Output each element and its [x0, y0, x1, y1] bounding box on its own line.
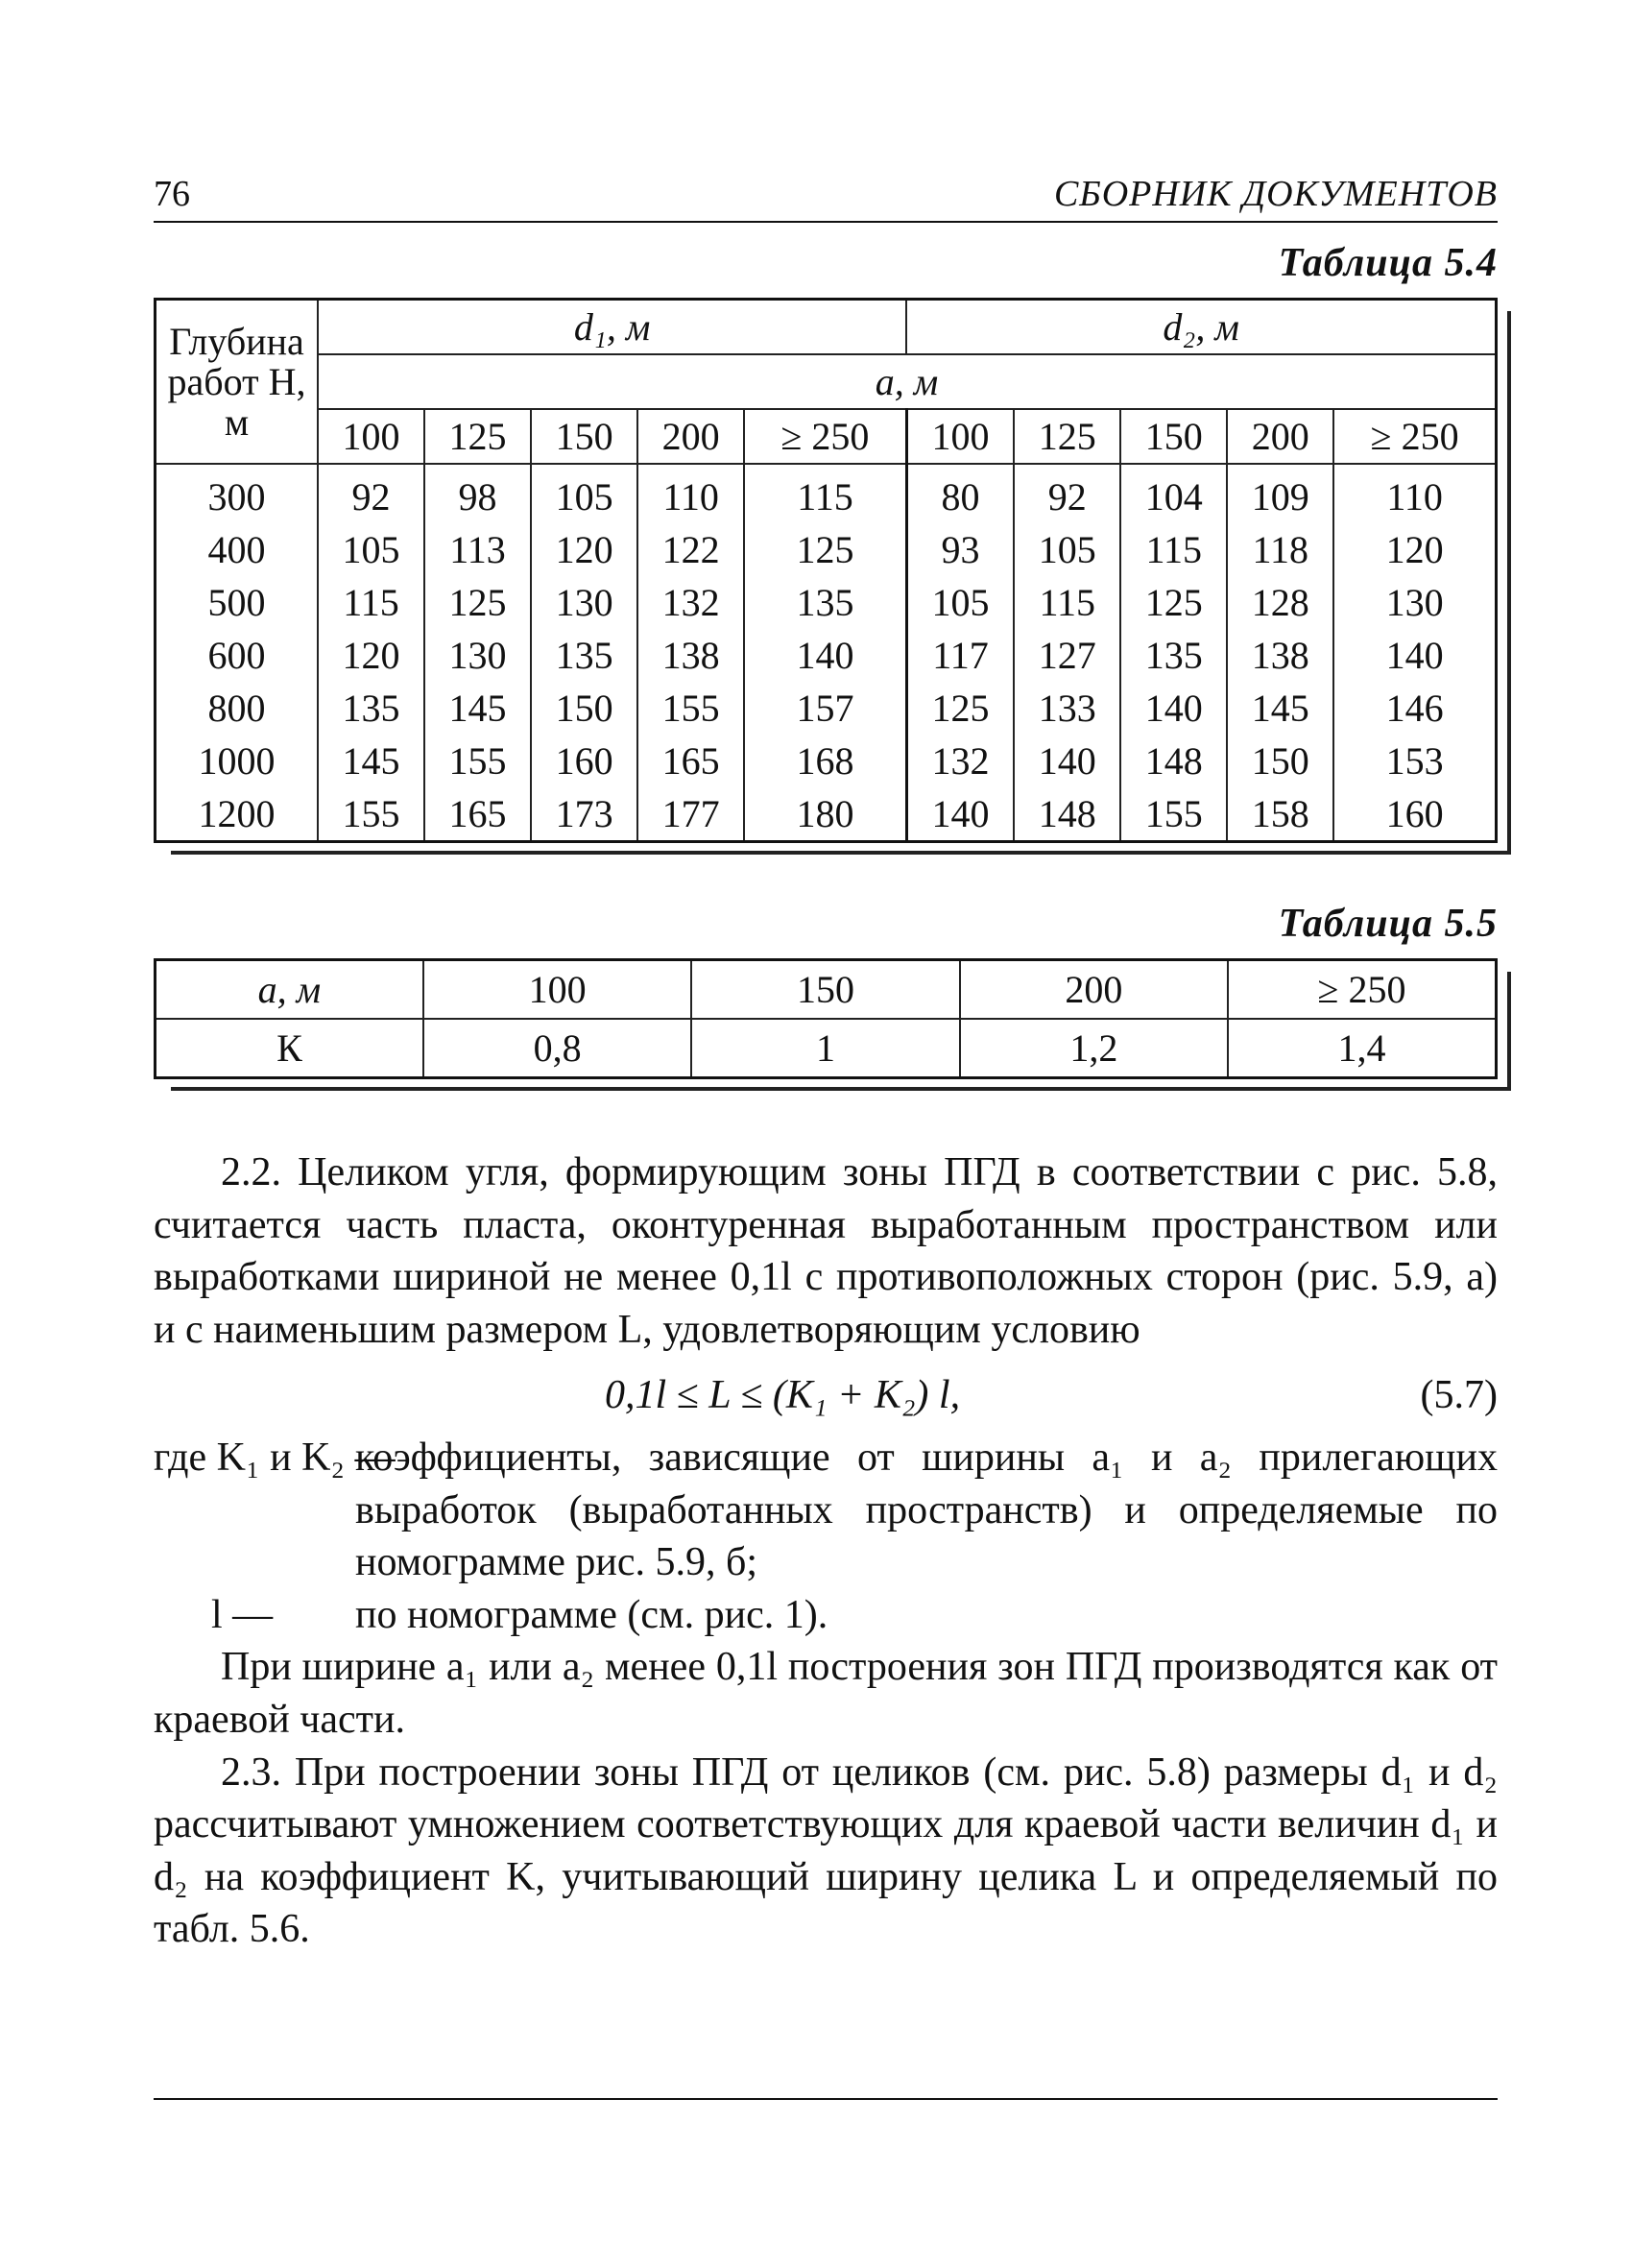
a-header: a, м — [318, 354, 1497, 409]
depth-header: Глубина работ H, м — [156, 300, 319, 465]
depth-cell: 1000 — [156, 735, 319, 787]
table-5-4-caption: Таблица 5.4 — [1278, 241, 1498, 285]
a-value-header: 100 — [906, 409, 1014, 464]
value-cell: 1,2 — [960, 1019, 1228, 1078]
value-cell: 115 — [1014, 576, 1120, 629]
value-cell: 105 — [531, 464, 637, 523]
value-cell: 133 — [1014, 682, 1120, 735]
value-cell: 105 — [906, 576, 1014, 629]
value-cell: 125 — [744, 523, 906, 576]
value-cell: 93 — [906, 523, 1014, 576]
a-value-header: ≥ 250 — [744, 409, 906, 464]
value-cell: 92 — [318, 464, 424, 523]
page-number: 76 — [154, 174, 190, 214]
table-5-4-frame — [154, 298, 1498, 843]
value-cell: 155 — [637, 682, 744, 735]
where-l-label: l — — [211, 1592, 274, 1637]
value-cell: 146 — [1333, 682, 1496, 735]
value-cell: 177 — [637, 787, 744, 842]
value-cell: 135 — [531, 629, 637, 682]
value-cell: 104 — [1120, 464, 1227, 523]
table-row — [156, 1019, 1497, 1078]
value-cell: 125 — [1120, 576, 1227, 629]
value-cell: 150 — [531, 682, 637, 735]
where-block — [154, 1432, 1498, 1641]
depth-cell: 300 — [156, 464, 319, 523]
value-cell: 173 — [531, 787, 637, 842]
value-cell: 0,8 — [423, 1019, 691, 1078]
value-cell: 160 — [1333, 787, 1496, 842]
value-cell: 127 — [1014, 629, 1120, 682]
depth-cell: 600 — [156, 629, 319, 682]
value-cell: 132 — [637, 576, 744, 629]
where-k-label: где K₁ и K₂ — — [154, 1435, 396, 1480]
value-cell: 158 — [1227, 787, 1333, 842]
where-k-definition: коэффициенты, зависящие от ширины a₁ и a₂ прилегающих выработок (выработанных пространств) и определяемые по номограмме рис. 5.9, б; — [355, 1435, 1498, 1585]
value-cell: 138 — [637, 629, 744, 682]
value-cell: 1 — [691, 1019, 959, 1078]
page — [154, 173, 1498, 1956]
value-cell: 132 — [906, 735, 1014, 787]
a-value-header: ≥ 250 — [1333, 409, 1496, 464]
table-row — [156, 576, 1497, 629]
value-cell: 105 — [318, 523, 424, 576]
value-cell: 130 — [424, 629, 531, 682]
d2-header: d₂, м — [906, 300, 1496, 355]
row-label-cell: a, м — [156, 960, 423, 1020]
value-cell: 140 — [744, 629, 906, 682]
value-cell: 110 — [637, 464, 744, 523]
value-cell: 155 — [1120, 787, 1227, 842]
table-row — [156, 682, 1497, 735]
formula-5-7 — [154, 1369, 1498, 1422]
value-cell: 120 — [1333, 523, 1496, 576]
formula-number: (5.7) — [1420, 1373, 1498, 1418]
value-cell: 80 — [906, 464, 1014, 523]
value-cell: 115 — [1120, 523, 1227, 576]
body-text — [154, 1146, 1498, 1956]
value-cell: 1,4 — [1228, 1019, 1496, 1078]
value-cell: 165 — [637, 735, 744, 787]
value-cell: 92 — [1014, 464, 1120, 523]
value-cell: 117 — [906, 629, 1014, 682]
a-value-header: 200 — [637, 409, 744, 464]
row-label-cell: К — [156, 1019, 423, 1078]
value-cell: 130 — [1333, 576, 1496, 629]
a-values-row — [156, 409, 1497, 464]
paragraph-width: При ширине a₁ или a₂ менее 0,1l построения зон ПГД производятся как от краевой части. — [154, 1645, 1498, 1742]
value-cell: 150 — [1227, 735, 1333, 787]
table-5-5-frame — [154, 958, 1498, 1079]
value-cell: 128 — [1227, 576, 1333, 629]
value-cell: 135 — [1120, 629, 1227, 682]
value-cell: 150 — [691, 960, 959, 1020]
value-cell: 105 — [1014, 523, 1120, 576]
table-row — [156, 629, 1497, 682]
value-cell: 140 — [1120, 682, 1227, 735]
table-5-5-caption: Таблица 5.5 — [1278, 902, 1498, 946]
table-5-5 — [154, 958, 1498, 1079]
value-cell: 98 — [424, 464, 531, 523]
table-row — [156, 523, 1497, 576]
running-title: СБОРНИК ДОКУМЕНТОВ — [1053, 174, 1498, 214]
paragraph-2-3: 2.3. При построении зоны ПГД от целиков (см. рис. 5.8) размеры d₁ и d₂ рассчитывают умножением соответствующих для краевой части величин d₁ и d₂ на коэффициент K, учитывающий ширину целика L и определяемый по табл. 5.6. — [154, 1749, 1498, 1952]
value-cell: 120 — [318, 629, 424, 682]
value-cell: 138 — [1227, 629, 1333, 682]
table-row — [156, 464, 1497, 523]
a-value-header: 200 — [1227, 409, 1333, 464]
depth-cell: 1200 — [156, 787, 319, 842]
value-cell: 200 — [960, 960, 1228, 1020]
value-cell: 153 — [1333, 735, 1496, 787]
value-cell: 145 — [1227, 682, 1333, 735]
paragraph-2-2: 2.2. Целиком угля, формирующим зоны ПГД в соответствии с рис. 5.8, считается часть пласта, оконтуренная выработанным пространством или выработками шириной не менее 0,1l с противоположных сторон (рис. 5.9, a) и с наименьшим размером L, удовлетворяющим условию — [154, 1150, 1498, 1352]
value-cell: 145 — [424, 682, 531, 735]
value-cell: 168 — [744, 735, 906, 787]
a-value-header: 150 — [531, 409, 637, 464]
value-cell: 115 — [318, 576, 424, 629]
a-value-header: 100 — [318, 409, 424, 464]
value-cell: 165 — [424, 787, 531, 842]
value-cell: 145 — [318, 735, 424, 787]
value-cell: 148 — [1120, 735, 1227, 787]
page-header — [154, 173, 1498, 223]
value-cell: 122 — [637, 523, 744, 576]
a-value-header: 125 — [1014, 409, 1120, 464]
value-cell: 155 — [424, 735, 531, 787]
formula-expression: 0,1l ≤ L ≤ (K₁ + K₂) l, — [605, 1373, 961, 1418]
where-l-definition: по номограмме (см. рис. 1). — [355, 1592, 828, 1637]
value-cell: 180 — [744, 787, 906, 842]
value-cell: 160 — [531, 735, 637, 787]
value-cell: 109 — [1227, 464, 1333, 523]
footer-rule — [154, 2098, 1498, 2100]
value-cell: 125 — [424, 576, 531, 629]
a-value-header: 150 — [1120, 409, 1227, 464]
value-cell: 130 — [531, 576, 637, 629]
value-cell: 157 — [744, 682, 906, 735]
value-cell: 135 — [318, 682, 424, 735]
value-cell: 110 — [1333, 464, 1496, 523]
value-cell: 113 — [424, 523, 531, 576]
depth-cell: 800 — [156, 682, 319, 735]
depth-cell: 500 — [156, 576, 319, 629]
table-row — [156, 735, 1497, 787]
table-5-4-body — [156, 464, 1497, 842]
a-value-header: 125 — [424, 409, 531, 464]
table-row — [156, 787, 1497, 842]
value-cell: 140 — [1333, 629, 1496, 682]
d1-header: d₁, м — [318, 300, 906, 355]
value-cell: 118 — [1227, 523, 1333, 576]
value-cell: 140 — [906, 787, 1014, 842]
value-cell: 100 — [423, 960, 691, 1020]
value-cell: ≥ 250 — [1228, 960, 1496, 1020]
table-row — [156, 960, 1497, 1020]
value-cell: 140 — [1014, 735, 1120, 787]
value-cell: 148 — [1014, 787, 1120, 842]
value-cell: 120 — [531, 523, 637, 576]
value-cell: 115 — [744, 464, 906, 523]
depth-cell: 400 — [156, 523, 319, 576]
value-cell: 125 — [906, 682, 1014, 735]
value-cell: 155 — [318, 787, 424, 842]
value-cell: 135 — [744, 576, 906, 629]
table-5-4 — [154, 298, 1498, 843]
